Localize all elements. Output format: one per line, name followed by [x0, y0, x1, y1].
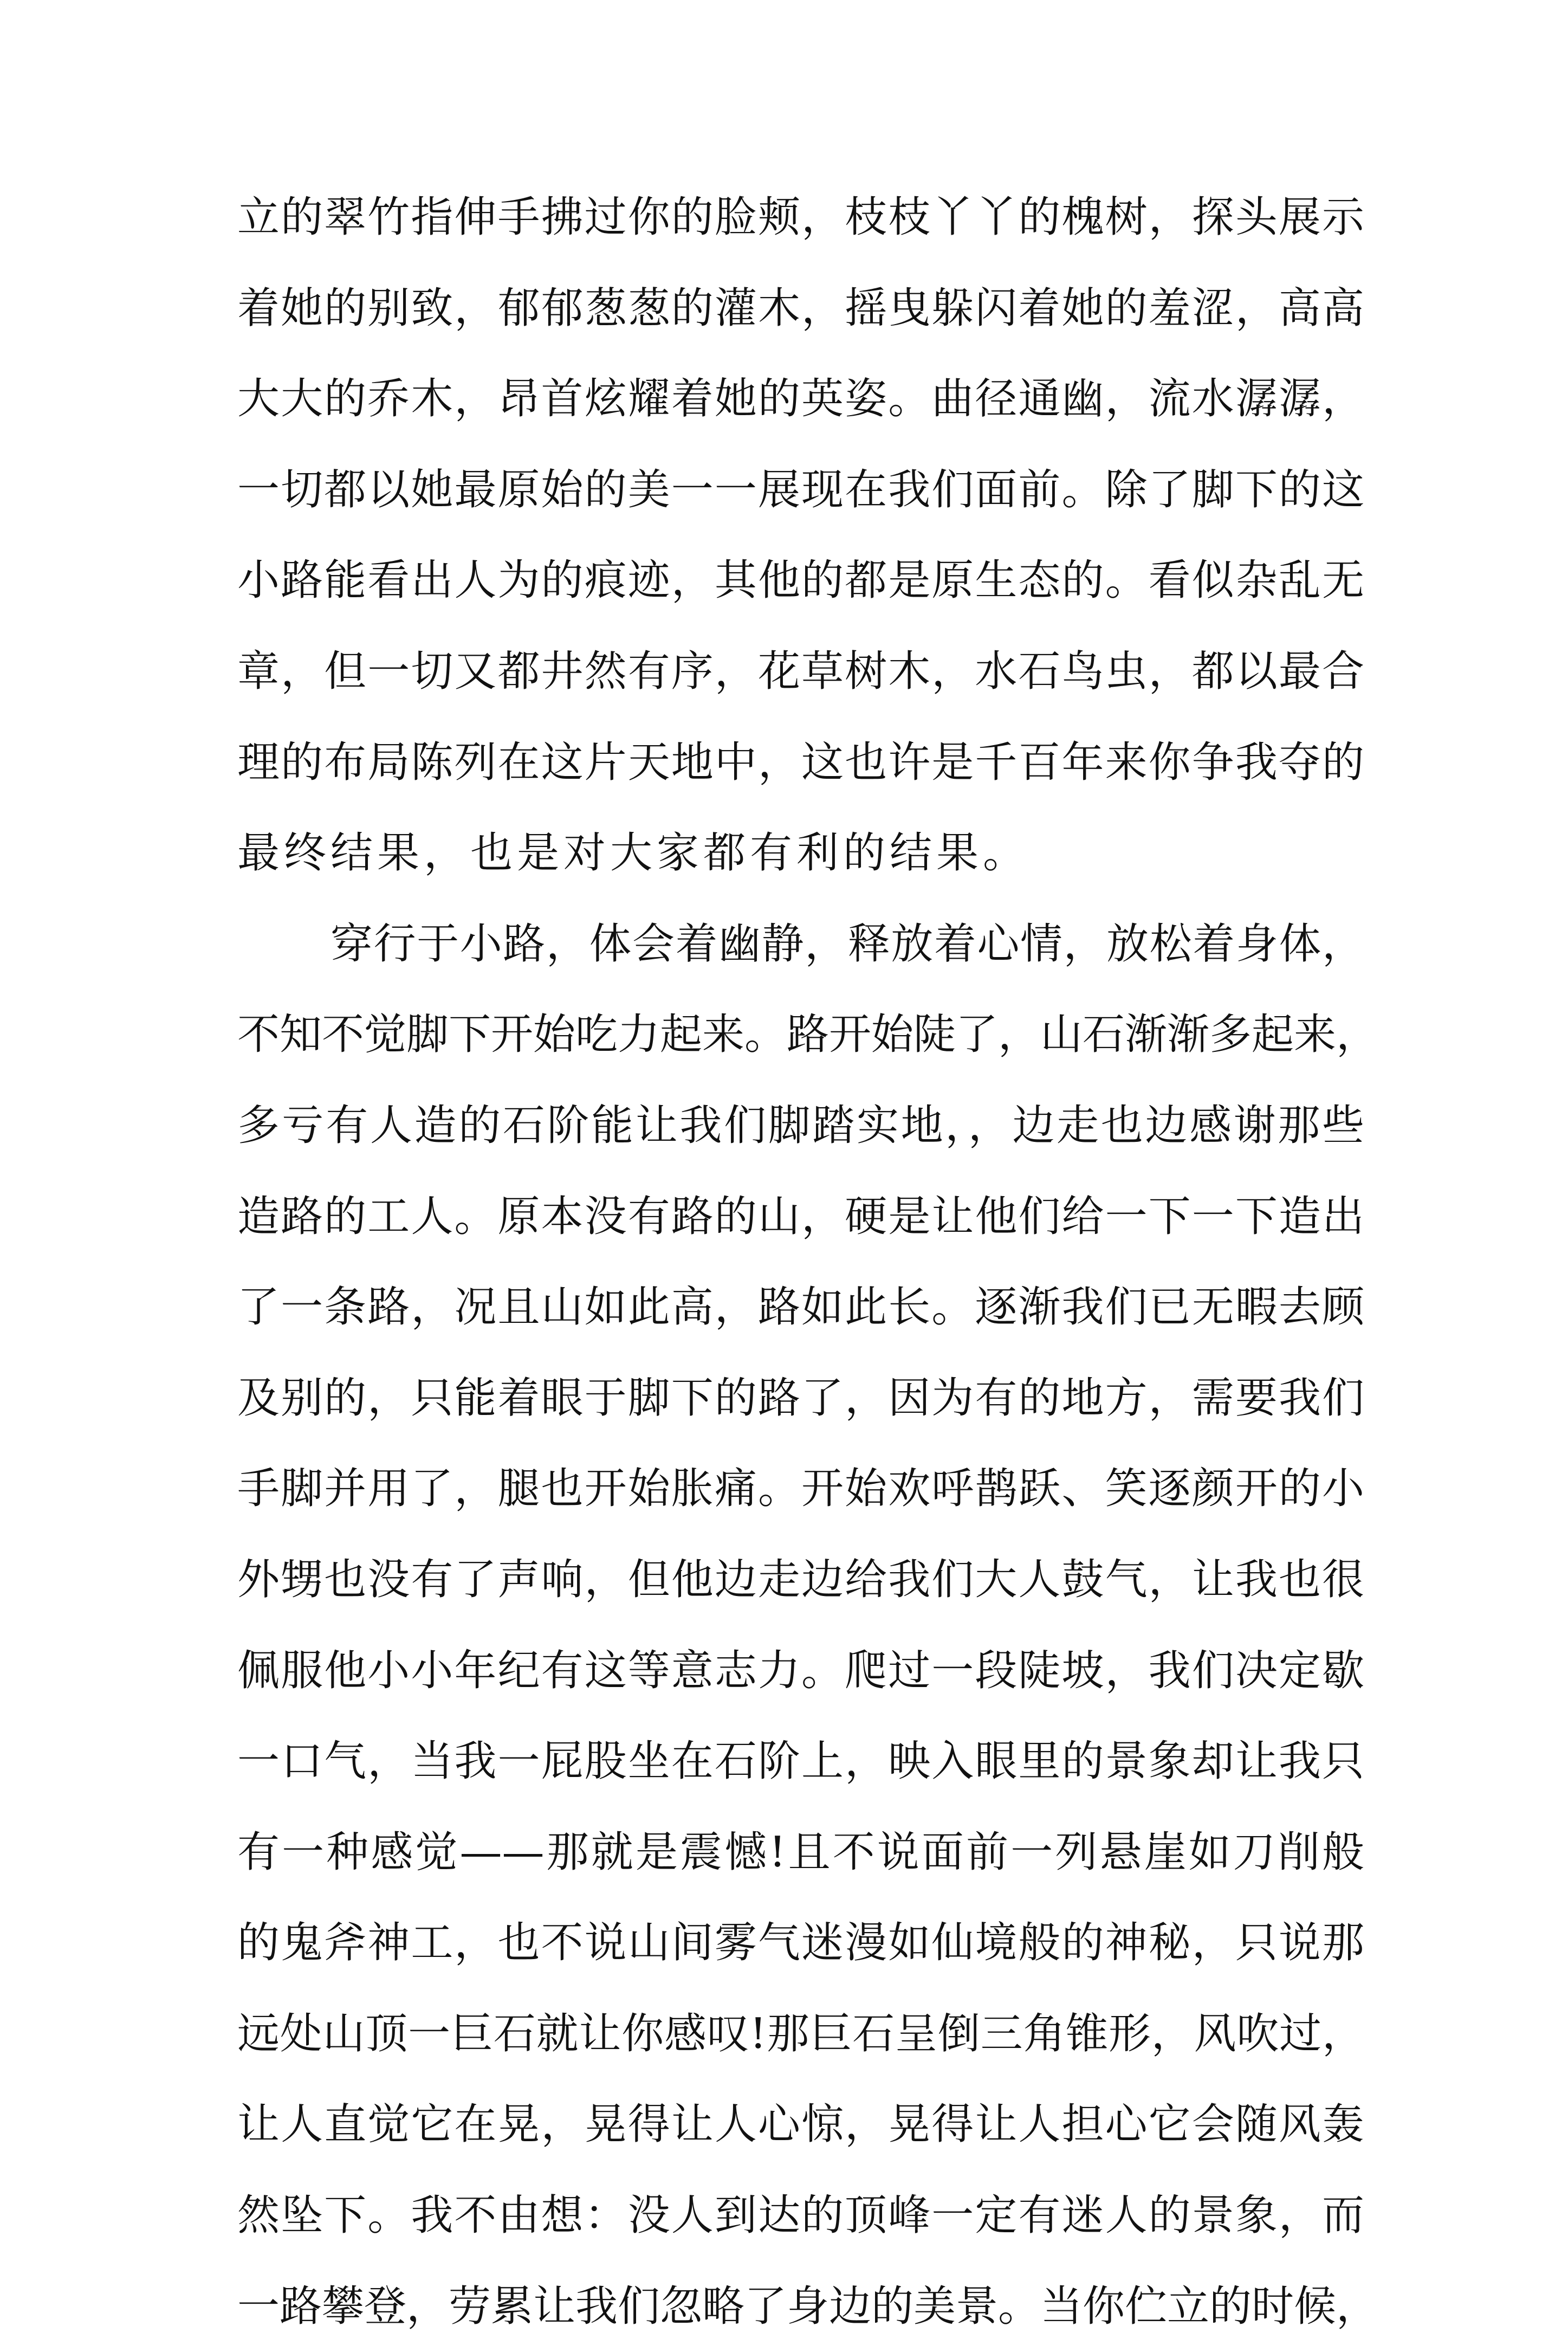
- text-line: 佩服他小小年纪有这等意志力。爬过一段陡坡，我们决定歇: [237, 1646, 1364, 1695]
- text-line: 的鬼斧神工，也不说山间雾气迷漫如仙境般的神秘，只说那: [237, 1918, 1364, 1968]
- text-line: 一路攀登，劳累让我们忽略了身边的美景。当你伫立的时候，: [237, 2282, 1379, 2331]
- text-line: 了一条路，况且山如此高，路如此长。逐渐我们已无暇去顾: [237, 1283, 1364, 1332]
- text-line: 章，但一切又都井然有序，花草树木，水石鸟虫，都以最合: [237, 647, 1364, 696]
- text-line: 多亏有人造的石阶能让我们脚踏实地，，边走也边感谢那些: [237, 1101, 1364, 1150]
- text-line: 有一种感觉——那就是震憾!且不说面前一列悬崖如刀削般: [237, 1827, 1364, 1877]
- text-line: 外甥也没有了声响，但他边走边给我们大人鼓气，让我也很: [237, 1555, 1364, 1604]
- text-line: 不知不觉脚下开始吃力起来。路开始陡了，山石渐渐多起来，: [237, 1010, 1379, 1059]
- text-line: 小路能看出人为的痕迹，其他的都是原生态的。看似杂乱无: [237, 556, 1364, 605]
- body-text: [237, 172, 1379, 2352]
- text-line: 手脚并用了，腿也开始胀痛。开始欢呼鹊跃、笑逐颜开的小: [237, 1464, 1364, 1514]
- text-line: 理的布局陈列在这片天地中，这也许是千百年来你争我夺的: [237, 738, 1364, 787]
- paragraph-start-line: 穿行于小路，体会着幽静，释放着心情，放松着身体，: [331, 919, 1364, 968]
- text-line: 立的翠竹指伸手拂过你的脸颊，枝枝丫丫的槐树，探头展示: [237, 193, 1364, 242]
- text-line: 及别的，只能着眼于脚下的路了，因为有的地方，需要我们: [237, 1373, 1364, 1423]
- paragraph-end-line: 最终结果，也是对大家都有利的结果。: [237, 829, 1030, 878]
- text-line: 一切都以她最原始的美一一展现在我们面前。除了脚下的这: [237, 465, 1364, 514]
- text-line: 大大的乔木，昂首炫耀着她的英姿。曲径通幽，流水潺潺，: [237, 374, 1364, 424]
- text-line: 远处山顶一巨石就让你感叹!那巨石呈倒三角锥形，风吹过，: [237, 2009, 1364, 2058]
- text-line: 着她的别致，郁郁葱葱的灌木，摇曳躲闪着她的羞涩，高高: [237, 283, 1364, 333]
- text-line: 让人直觉它在晃，晃得让人心惊，晃得让人担心它会随风轰: [237, 2100, 1364, 2149]
- text-line: 然坠下。我不由想：没人到达的顶峰一定有迷人的景象，而: [237, 2191, 1364, 2240]
- text-line: 一口气，当我一屁股坐在石阶上，映入眼里的景象却让我只: [237, 1737, 1364, 1786]
- text-line: 造路的工人。原本没有路的山，硬是让他们给一下一下造出: [237, 1192, 1364, 1241]
